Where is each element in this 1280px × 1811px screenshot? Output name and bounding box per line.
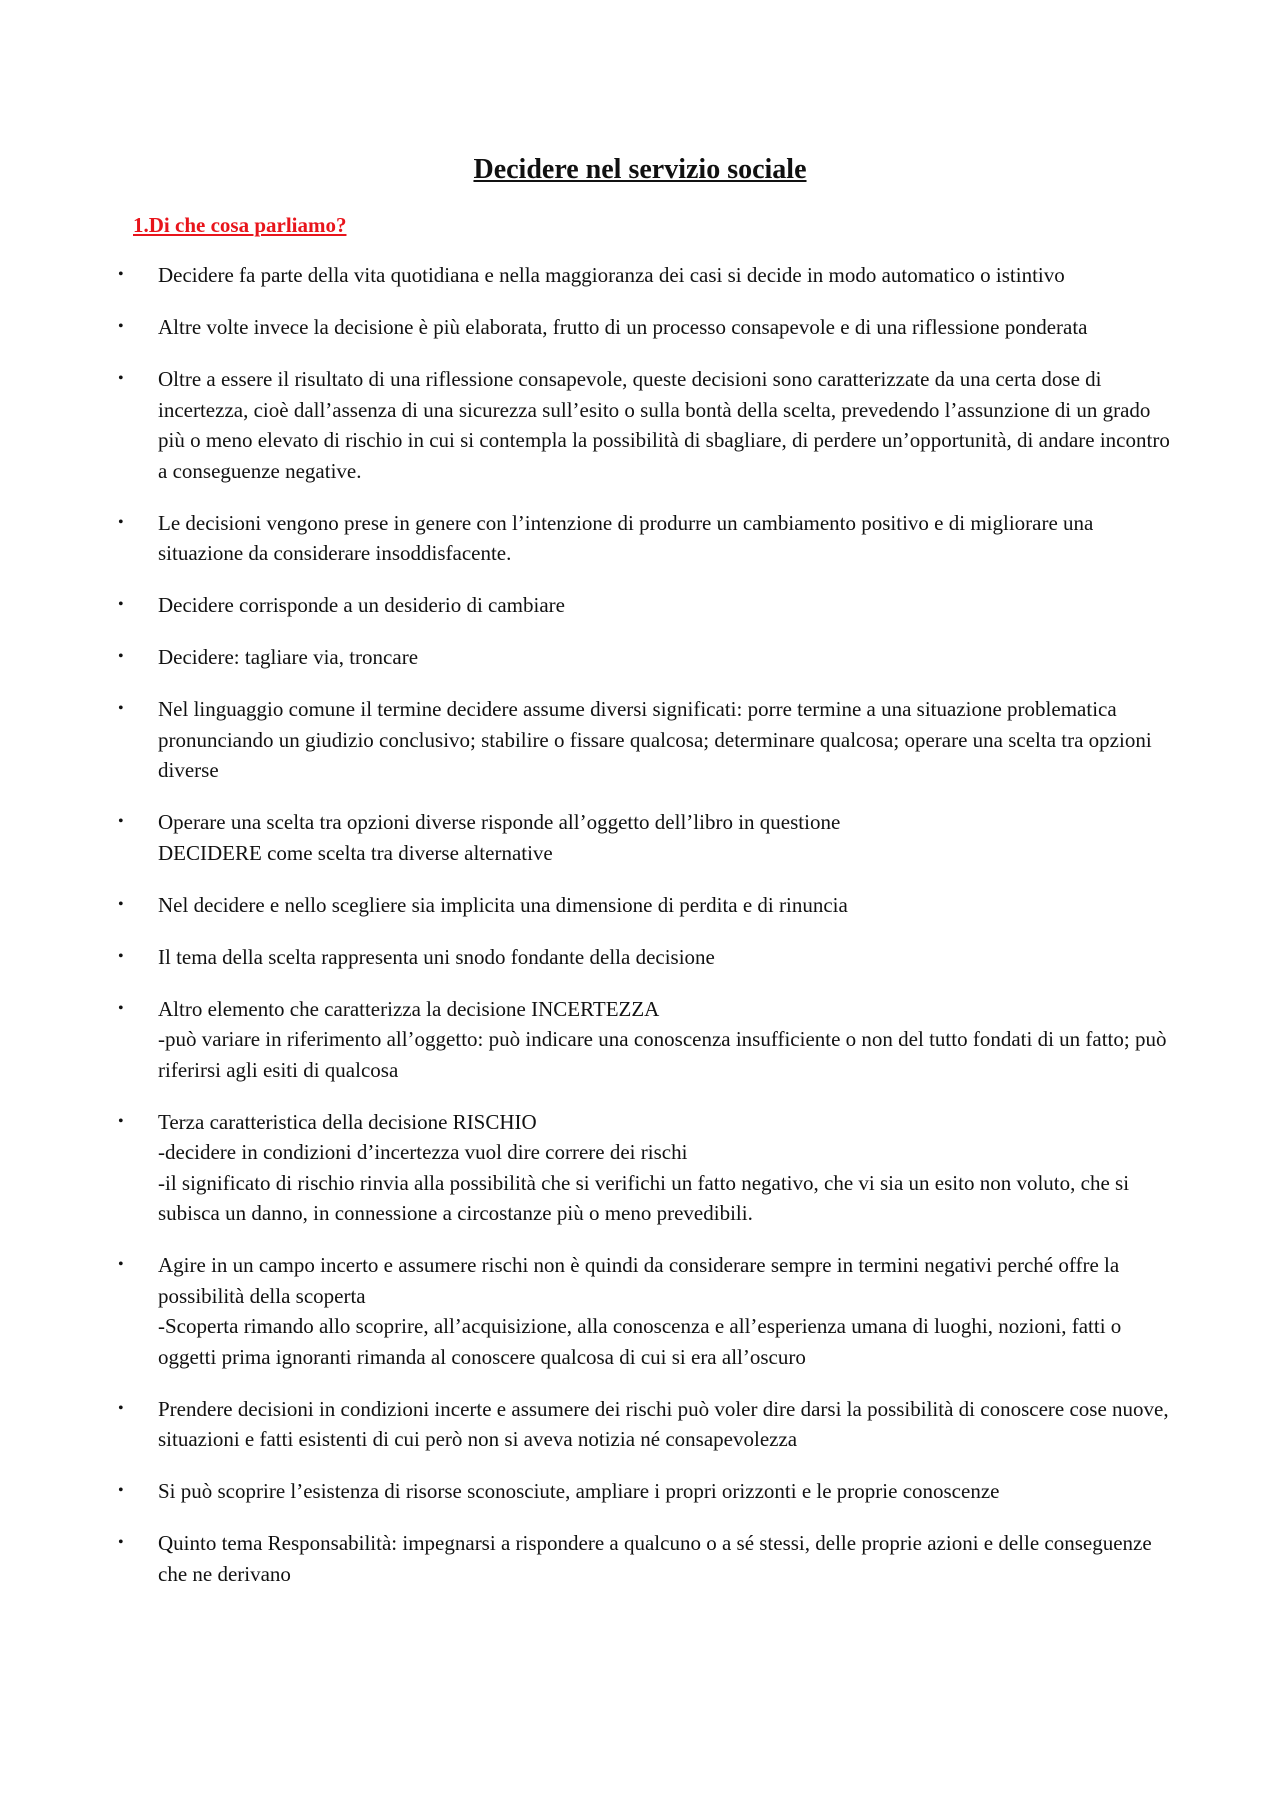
- bullet-dot-icon: •: [118, 1256, 124, 1273]
- bullet-dot-icon: •: [118, 266, 124, 283]
- section-heading: 1.Di che cosa parliamo?: [133, 213, 347, 237]
- list-item-text: -il significato di rischio rinvia alla possibilità che si verifichi un fatto negativo, che vi sia un esito non voluto, che si subisca un danno, in connessione a circostanze più o meno prevedibili.: [158, 1170, 1130, 1225]
- list-item-text: -può variare in riferimento all’oggetto: può indicare una conoscenza insufficiente o non del tutto fondati di un fatto; può riferirsi agli esiti di qualcosa: [158, 1027, 1167, 1082]
- list-item-text: Decidere fa parte della vita quotidiana e nella maggioranza dei casi si decide in modo automatico o istintivo: [158, 263, 1065, 287]
- list-item: [0, 994, 1280, 1086]
- list-item-text: Nel linguaggio comune il termine decidere assume diversi significati: porre termine a una situazione problematica pronunciando un giudizio conclusivo; stabilire o fissare qualcosa; determinare qualcosa; operare una scelta tra opzioni diverse: [158, 697, 1152, 782]
- list-item: [0, 1107, 1280, 1229]
- list-item-text: Altre volte invece la decisione è più elaborata, frutto di un processo consapevole e di una riflessione ponderata: [158, 315, 1088, 339]
- list-item-text: Decidere corrisponde a un desiderio di cambiare: [158, 593, 565, 617]
- document-title: Decidere nel servizio sociale: [473, 154, 807, 185]
- bullet-dot-icon: •: [118, 1399, 124, 1417]
- bullet-dot-icon: •: [118, 596, 124, 613]
- list-item: [0, 260, 1280, 291]
- bullet-dot-icon: •: [118, 895, 124, 913]
- list-item: [0, 642, 1280, 673]
- list-item: [0, 694, 1280, 786]
- list-item-text: Quinto tema Responsabilità: impegnarsi a rispondere a qualcuno o a sé stessi, delle proprie azioni e delle conseguenze che ne derivano: [158, 1531, 1152, 1586]
- list-item: [0, 942, 1280, 973]
- list-item: [0, 312, 1280, 343]
- bullet-dot-icon: •: [118, 318, 124, 335]
- bullet-dot-icon: •: [118, 947, 124, 965]
- bullet-dot-icon: •: [118, 1534, 124, 1551]
- list-item-text: -decidere in condizioni d’incertezza vuol dire correre dei rischi: [158, 1140, 688, 1164]
- bullet-dot-icon: •: [118, 999, 124, 1017]
- list-item-text: Agire in un campo incerto e assumere rischi non è quindi da considerare sempre in termini negativi perché offre la possibilità della scoperta: [158, 1253, 1120, 1308]
- list-item: [0, 1476, 1280, 1507]
- list-item-text: Il tema della scelta rappresenta uni snodo fondante della decisione: [158, 944, 715, 969]
- bullet-list: [0, 260, 1280, 1611]
- list-item-text: Terza caratteristica della decisione RISCHIO: [158, 1109, 537, 1134]
- list-item-text: Operare una scelta tra opzioni diverse risponde all’oggetto dell’libro in questione: [158, 810, 841, 834]
- bullet-dot-icon: •: [118, 700, 124, 717]
- list-item: [0, 807, 1280, 868]
- bullet-dot-icon: •: [118, 370, 124, 387]
- bullet-dot-icon: •: [118, 1482, 124, 1499]
- list-item-text: Si può scoprire l’esistenza di risorse sconosciute, ampliare i propri orizzonti e le proprie conoscenze: [158, 1479, 1000, 1503]
- list-item-text: Decidere: tagliare via, troncare: [158, 645, 419, 669]
- list-item: [0, 890, 1280, 921]
- list-item-text: Altro elemento che caratterizza la decisione INCERTEZZA: [158, 996, 660, 1021]
- list-item: [0, 364, 1280, 486]
- list-item: [0, 590, 1280, 621]
- list-item-text: -Scoperta rimando allo scoprire, all’acquisizione, alla conoscenza e all’esperienza umana di luoghi, nozioni, fatti o oggetti prima ignoranti rimanda al conoscere qualcosa di cui si era all’oscuro: [158, 1314, 1122, 1369]
- list-item-text: DECIDERE come scelta tra diverse alternative: [158, 840, 553, 865]
- list-item: [0, 1394, 1280, 1455]
- bullet-dot-icon: •: [118, 513, 124, 531]
- list-item-text: Le decisioni vengono prese in genere con l’intenzione di produrre un cambiamento positivo e di migliorare una situazione da considerare insoddisfacente.: [158, 510, 1094, 565]
- list-item-text: Nel decidere e nello scegliere sia implicita una dimensione di perdita e di rinuncia: [158, 892, 848, 917]
- list-item: [0, 508, 1280, 569]
- list-item-text: Oltre a essere il risultato di una riflessione consapevole, queste decisioni sono caratterizzate da una certa dose di incertezza, cioè dall’assenza di una sicurezza sull’esito o sulla bontà della scelta, prevedendo l’assunzione di un grado più o meno elevato di rischio in cui si contempla la possibilità di sbagliare, di perdere un’opportunità, di andare incontro a conseguenze negative.: [158, 367, 1170, 483]
- bullet-dot-icon: •: [118, 813, 124, 830]
- list-item: [0, 1528, 1280, 1589]
- list-item-text: Prendere decisioni in condizioni incerte e assumere dei rischi può voler dire darsi la possibilità di conoscere cose nuove, situazioni e fatti esistenti di cui però non si aveva notizia né consapevolezza: [158, 1396, 1169, 1451]
- list-item: [0, 1250, 1280, 1372]
- bullet-dot-icon: •: [118, 648, 124, 665]
- bullet-dot-icon: •: [118, 1112, 124, 1130]
